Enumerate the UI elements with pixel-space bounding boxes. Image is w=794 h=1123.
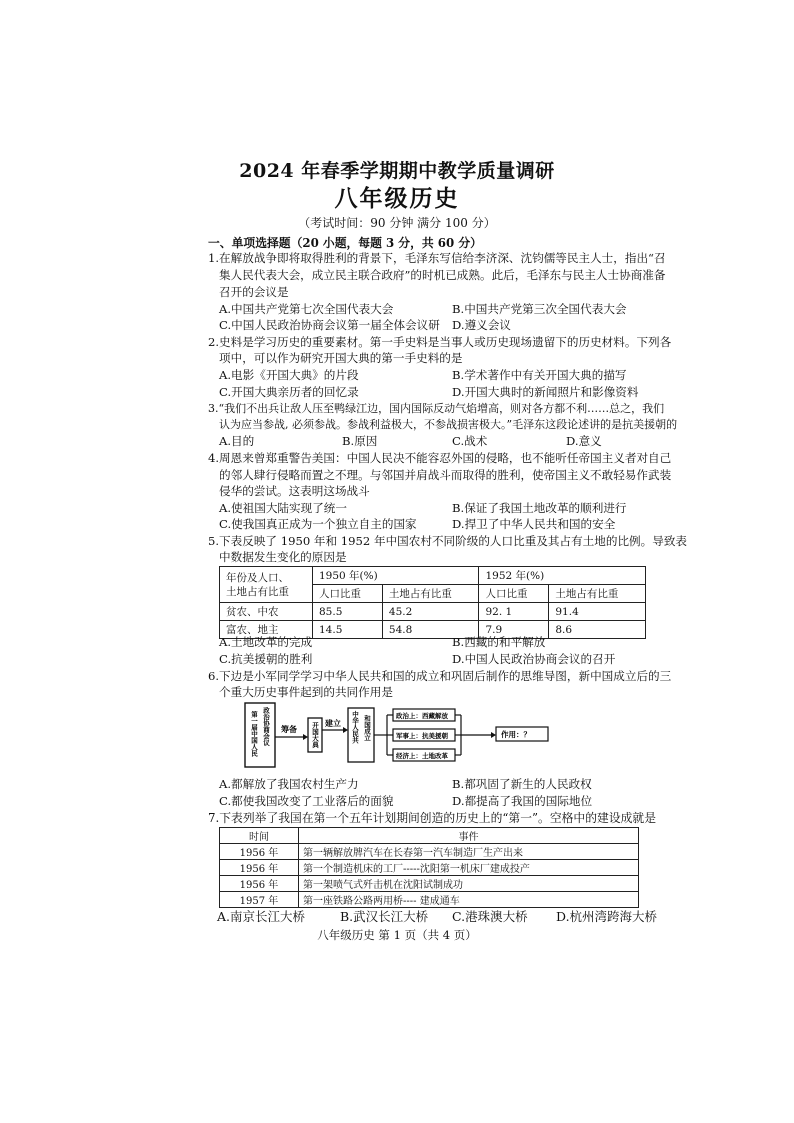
mindmap-item3-text: 经济上：土地改革 — [396, 752, 448, 760]
question-5-option-d[interactable]: D.中国人民政治协商会议的召开 — [452, 652, 616, 666]
cell-time: 1956 年 — [220, 844, 299, 860]
cell-event: 第一辆解放牌汽车在长春第一汽车制造厂生产出来 — [299, 844, 639, 860]
header-event: 事件 — [299, 828, 639, 844]
row-label: 贫农、中农 — [220, 603, 313, 621]
question-4-option-a[interactable]: A.使祖国大陆实现了统一 — [219, 501, 347, 515]
question-1-option-a[interactable]: A.中国共产党第七次全国代表大会 — [219, 302, 394, 316]
question-1-line-3: 召开的会议是 — [219, 285, 289, 299]
cell-event: 第一个制造机床的工厂-----沈阳第一机床厂建成投产 — [299, 860, 639, 876]
mindmap-box1-text: 第一届中国人民 — [250, 711, 258, 757]
corner-header-line-1: 年份及人口、 — [226, 571, 289, 584]
mindmap-box2-text: 政治协商会议 — [262, 707, 270, 746]
question-4-line-2: 的邻人肆行侵略而置之不理。与邻国并肩战斗而取得的胜利，使帝国主义不敢轻易作武装 — [219, 468, 672, 482]
question-4-line-1: 4.周恩来曾郑重警告美国：中国人民决不能容忍外国的侵略，也不能听任帝国主义者对自己 — [208, 451, 672, 465]
question-2-option-c[interactable]: C.开国大典亲历者的回忆录 — [219, 385, 359, 399]
question-3-option-b[interactable]: B.原因 — [342, 434, 378, 448]
cell-value: 14.5 — [313, 621, 383, 639]
header-land-1950: 土地占有比重 — [382, 585, 479, 603]
header-pop-1952: 人口比重 — [479, 585, 549, 603]
question-3-option-a[interactable]: A.目的 — [219, 434, 255, 448]
table-row — [220, 876, 639, 892]
header-time: 时间 — [220, 828, 299, 844]
mind-map-diagram — [243, 702, 563, 768]
question-2-line-2: 项中，可以作为研究开国大典的第一手史料的是 — [219, 351, 463, 365]
row-label: 富农、地主 — [220, 621, 313, 639]
question-7-option-b[interactable]: B.武汉长江大桥 — [340, 909, 429, 924]
arrow-head-icon — [343, 727, 348, 733]
question-2-option-a[interactable]: A.电影《开国大典》的片段 — [219, 368, 359, 382]
mindmap-arrow2-label: 建立 — [325, 719, 341, 728]
question-1-option-b[interactable]: B.中国共产党第三次全国代表大会 — [452, 302, 627, 316]
arrow-head-icon — [491, 732, 496, 738]
question-4-option-d[interactable]: D.捍卫了中华人民共和国的安全 — [452, 517, 616, 531]
header-pop-1950: 人口比重 — [313, 585, 383, 603]
land-reform-table — [219, 566, 646, 639]
mindmap-item1-text: 政治上：西藏解放 — [396, 712, 448, 720]
cell-event: 第一架喷气式歼击机在沈阳试制成功 — [299, 876, 639, 892]
cell-time: 1956 年 — [220, 860, 299, 876]
question-2-option-b[interactable]: B.学术著作中有关开国大典的描写 — [452, 368, 627, 382]
cell-time: 1957 年 — [220, 892, 299, 908]
cell-value: 7.9 — [479, 621, 549, 639]
cell-value: 92. 1 — [479, 603, 549, 621]
question-7-option-c[interactable]: C.港珠澳大桥 — [452, 909, 528, 924]
question-5-option-a[interactable]: A.土地改革的完成 — [219, 635, 313, 649]
mindmap-box4a-text: 中华人民共 — [351, 711, 359, 744]
table-corner-header — [220, 567, 313, 603]
question-3-option-d[interactable]: D.意义 — [566, 434, 602, 448]
question-1-option-c[interactable]: C.中国人民政治协商会议第一届全体会议研 — [219, 318, 440, 332]
cell-value: 8.6 — [549, 621, 646, 639]
mindmap-box4b-text: 和国成立 — [363, 715, 371, 741]
cell-value: 91.4 — [549, 603, 646, 621]
cell-value: 45.2 — [382, 603, 479, 621]
page-footer: 八年级历史 第 1 页（共 4 页） — [317, 928, 477, 942]
question-6-option-c[interactable]: C.都使我国改变了工业落后的面貌 — [219, 794, 394, 808]
question-1-option-d[interactable]: D.遵义会议 — [452, 318, 511, 332]
question-5-option-b[interactable]: B.西藏的和平解放 — [452, 635, 546, 649]
question-3-option-c[interactable]: C.战术 — [452, 434, 488, 448]
question-6-option-d[interactable]: D.都提高了我国的国际地位 — [452, 794, 593, 808]
corner-header-line-2: 土地占有比重 — [226, 585, 289, 598]
five-year-plan-table — [219, 827, 639, 908]
exam-info: （考试时间：90 分钟 满分 100 分） — [298, 216, 496, 230]
cell-event: 第一座铁路公路两用桥---- 建成通车 — [299, 892, 639, 908]
question-7-line-1: 7.下表列举了我国在第一个五年计划期间创造的历史上的“第一”。空格中的建设成就是 — [208, 811, 657, 825]
table-row — [220, 603, 646, 621]
question-6-option-a[interactable]: A.都解放了我国农村生产力 — [219, 777, 359, 791]
question-4-option-b[interactable]: B.保证了我国土地改革的顺利进行 — [452, 501, 627, 515]
mindmap-arrow1-label: 筹备 — [281, 725, 297, 734]
cell-value: 54.8 — [382, 621, 479, 639]
question-4-line-3: 侵华的尝试。这表明这场战斗 — [219, 484, 370, 498]
question-6-line-2: 个重大历史事件起到的共同作用是 — [219, 685, 393, 699]
question-7-option-a[interactable]: A.南京长江大桥 — [217, 909, 306, 924]
arrow-head-icon — [303, 734, 308, 740]
section-heading: 一、单项选择题（20 小题，每题 3 分，共 60 分） — [208, 236, 482, 250]
table-row — [220, 892, 639, 908]
cell-value: 85.5 — [313, 603, 383, 621]
question-6-option-b[interactable]: B.都巩固了新生的人民政权 — [452, 777, 592, 791]
question-5-line-2: 中数据发生变化的原因是 — [219, 550, 347, 564]
table-row — [220, 844, 639, 860]
question-5-line-1: 5.下表反映了 1950 年和 1952 年中国农村不同阶级的人口比重及其占有土地的比例。导致表 — [208, 534, 688, 548]
question-2-line-1: 2.史料是学习历史的重要素材。第一手史料是当事人或历史现场遗留下的历史材料。下列各 — [208, 335, 672, 349]
mindmap-item2-text: 军事上：抗美援朝 — [396, 732, 448, 740]
subject-title: 八年级历史 — [334, 185, 460, 212]
question-3-line-2: 认为应当参战, 必须参战。参战利益极大，不参战损害极大。”毛泽东这段论述讲的是抗美援朝的 — [219, 418, 678, 431]
mindmap-box3-text: 开国大典 — [311, 722, 319, 748]
question-2-option-d[interactable]: D.开国大典时的新闻照片和影像资料 — [452, 385, 639, 399]
question-1-line-2: 集人民代表大会，成立民主联合政府”的时机已成熟。此后，毛泽东与民主人士协商准备 — [219, 268, 666, 282]
question-7-option-d[interactable]: D.杭州湾跨海大桥 — [556, 909, 658, 924]
table-row — [220, 860, 639, 876]
question-4-option-c[interactable]: C.使我国真正成为一个独立自主的国家 — [219, 517, 417, 531]
header-year-1950: 1950 年(%) — [313, 567, 479, 585]
header-land-1952: 土地占有比重 — [549, 585, 646, 603]
question-6-line-1: 6.下边是小军同学学习中华人民共和国的成立和巩固后制作的思维导图，新中国成立后的三 — [208, 669, 672, 683]
header-year-1952: 1952 年(%) — [479, 567, 646, 585]
question-5-option-c[interactable]: C.抗美援朝的胜利 — [219, 652, 313, 666]
question-3-line-1: 3.“我们不出兵让敌人压至鸭绿江边，国内国际反动气焰增高，则对各方都不利……总之，我们 — [208, 402, 665, 415]
exam-title: 2024 年春季学期期中教学质量调研 — [239, 160, 555, 182]
mindmap-effect-text: 作用：？ — [501, 730, 531, 739]
question-1-line-1: 1.在解放战争即将取得胜利的背景下，毛泽东写信给李济深、沈钧儒等民主人士，指出“召 — [208, 251, 666, 265]
cell-time: 1956 年 — [220, 876, 299, 892]
